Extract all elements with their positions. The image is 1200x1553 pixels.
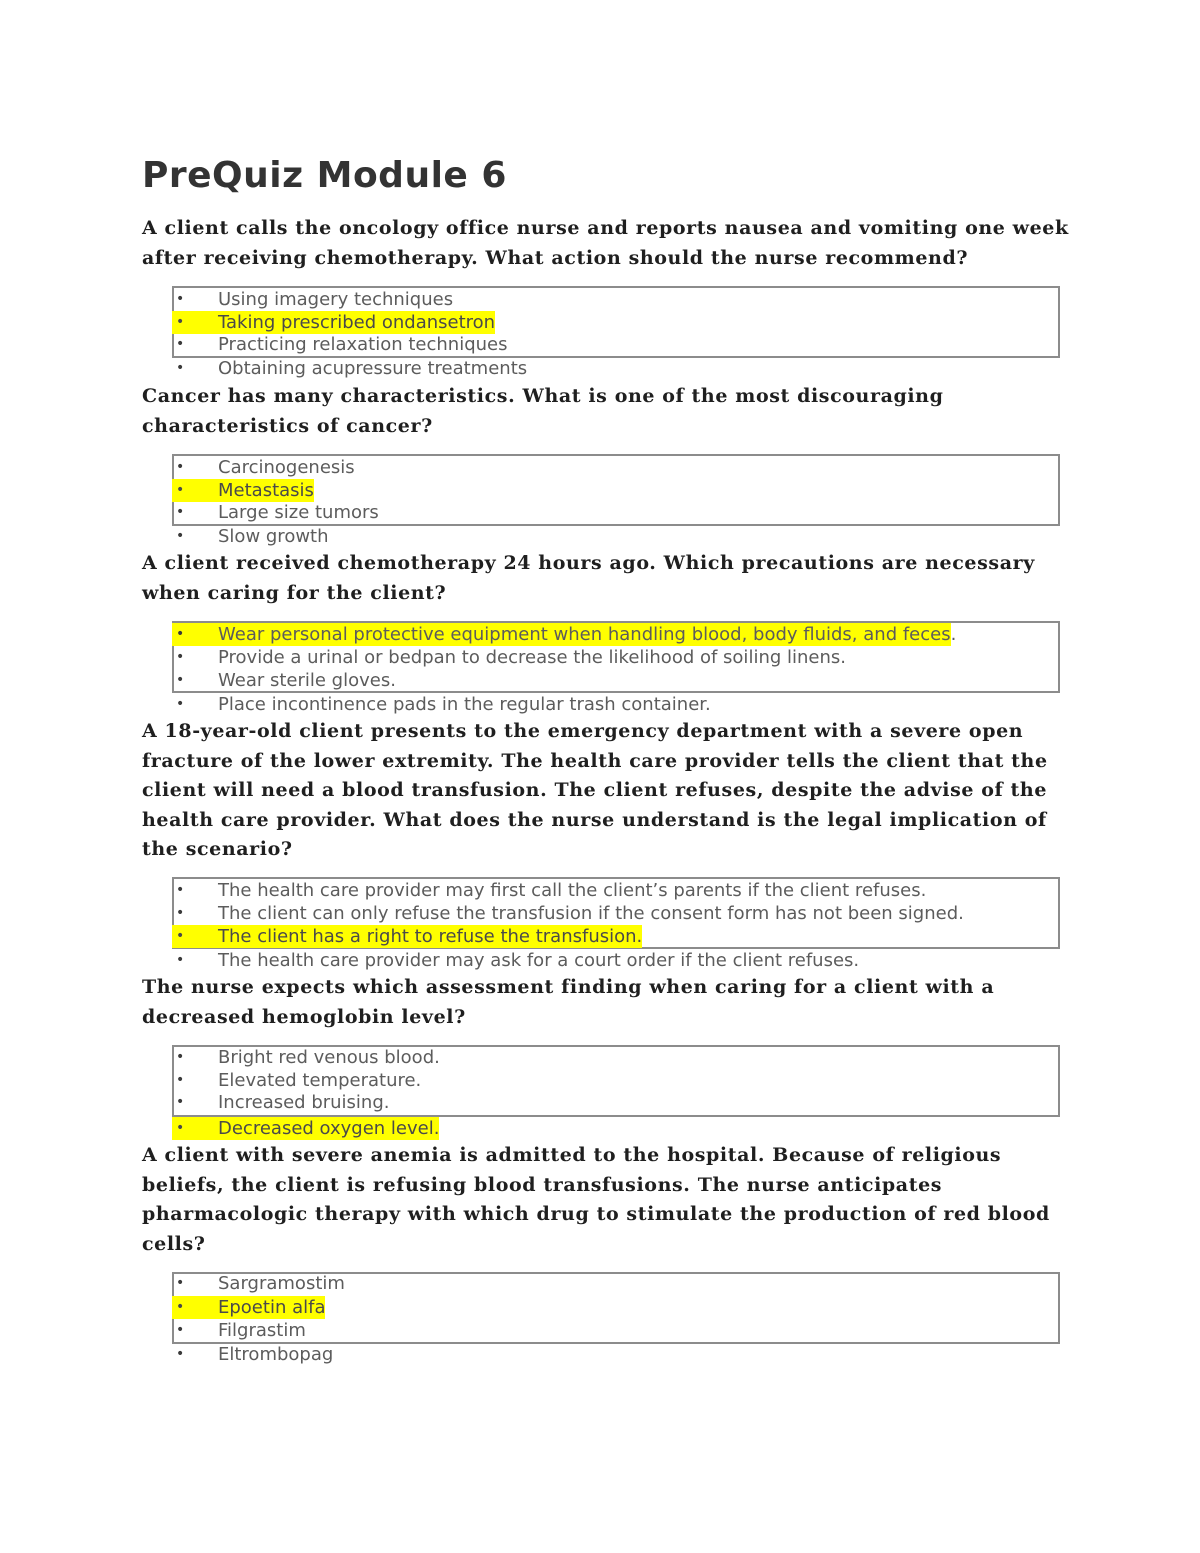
option-3d: [172, 693, 711, 716]
option-text: Elevated temperature.: [218, 1070, 422, 1091]
option-4c-highlighted: [172, 925, 642, 948]
option-text: Provide a urinal or bedpan to decrease the likelihood of soiling linens.: [218, 647, 846, 668]
option-text: Metastasis: [218, 480, 314, 501]
question-2: Cancer has many characteristics. What is one of the most discouraging characteristics of cancer?: [142, 385, 944, 437]
option-text: Increased bruising.: [218, 1092, 390, 1113]
option-1b-highlighted: [172, 311, 495, 334]
option-text: Practicing relaxation techniques: [218, 334, 508, 355]
option-text: Eltrombopag: [218, 1344, 334, 1365]
option-2c: [172, 501, 379, 524]
bullet-icon: •: [176, 696, 185, 712]
bullet-icon: •: [176, 291, 185, 307]
option-6d: [172, 1343, 333, 1366]
bullet-icon: •: [176, 1072, 185, 1088]
option-3b: [172, 646, 846, 669]
option-text: Obtaining acupressure treatments: [218, 358, 528, 379]
option-text: Taking prescribed ondansetron: [218, 312, 496, 333]
bullet-icon: •: [172, 1296, 218, 1319]
bullet-icon: •: [176, 882, 185, 898]
option-5c: [172, 1091, 390, 1114]
bullet-icon: •: [172, 311, 218, 334]
option-text: Carcinogenesis: [218, 457, 355, 478]
option-text: Slow growth: [218, 526, 329, 547]
document-title: PreQuiz Module 6: [142, 155, 507, 196]
bullet-icon: •: [176, 360, 185, 376]
option-6b-highlighted: [172, 1296, 325, 1319]
option-2b-highlighted: [172, 479, 314, 502]
bullet-icon: •: [176, 1049, 185, 1065]
bullet-icon: •: [172, 623, 218, 646]
question-6: A client with severe anemia is admitted to the hospital. Because of religious beliefs, the client is refusing blood transfusions. The nurse anticipates pharmacologic therapy with which drug to stimulate the production of red blood cells?: [142, 1144, 1050, 1255]
bullet-icon: •: [176, 905, 185, 921]
bullet-icon: •: [172, 479, 218, 502]
option-text: Sargramostim: [218, 1273, 345, 1294]
option-6a: [172, 1272, 345, 1295]
option-6c: [172, 1319, 306, 1342]
bullet-icon: •: [176, 952, 185, 968]
option-text: Using imagery techniques: [218, 289, 454, 310]
option-3a-highlighted: [172, 623, 956, 646]
question-5: The nurse expects which assessment finding when caring for a client with a decreased hemoglobin level?: [142, 976, 995, 1028]
bullet-icon: •: [176, 528, 185, 544]
question-3: A client received chemotherapy 24 hours ago. Which precautions are necessary when caring for the client?: [142, 552, 1035, 604]
bullet-icon: •: [176, 336, 185, 352]
bullet-icon: •: [176, 649, 185, 665]
option-1a: [172, 288, 453, 311]
option-4d: [172, 949, 859, 972]
option-1d: [172, 357, 527, 380]
option-4b: [172, 902, 964, 925]
option-2a: [172, 456, 355, 479]
option-text: Wear personal protective equipment when handling blood, body fluids, and feces: [218, 624, 951, 645]
bullet-icon: •: [176, 504, 185, 520]
option-text: Epoetin alfa: [218, 1297, 326, 1318]
option-text: The client has a right to refuse the transfusion.: [218, 926, 643, 947]
question-1: A client calls the oncology office nurse and reports nausea and vomiting one week after receiving chemotherapy. What action should the nurse recommend?: [142, 217, 1069, 269]
option-text: Bright red venous blood.: [218, 1047, 440, 1068]
option-text: Place incontinence pads in the regular trash container.: [218, 694, 711, 715]
option-2d: [172, 525, 329, 548]
option-5b: [172, 1069, 421, 1092]
option-5d-highlighted: [172, 1117, 439, 1140]
bullet-icon: •: [172, 925, 218, 948]
bullet-icon: •: [176, 1275, 185, 1291]
option-text: The health care provider may first call the client’s parents if the client refuses.: [218, 880, 927, 901]
bullet-icon: •: [176, 1094, 185, 1110]
option-text: Wear sterile gloves.: [218, 670, 396, 691]
option-text: The health care provider may ask for a court order if the client refuses.: [218, 950, 860, 971]
bullet-icon: •: [176, 459, 185, 475]
option-3c: [172, 669, 396, 692]
option-text: Large size tumors: [218, 502, 379, 523]
option-tail-period: .: [950, 624, 957, 645]
bullet-icon: •: [176, 1322, 185, 1338]
option-text: Filgrastim: [218, 1320, 306, 1341]
option-text: Decreased oxygen level.: [218, 1118, 440, 1139]
question-4: A 18-year-old client presents to the emergency department with a severe open fracture of the lower extremity. The health care provider tells the client that the client will need a blood transfusion. The client refuses, despite the advise of the health care provider. What does the nurse understand is the legal implication of the scenario?: [142, 720, 1048, 860]
option-1c: [172, 333, 508, 356]
option-5a: [172, 1046, 440, 1069]
option-text: The client can only refuse the transfusion if the consent form has not been signed.: [218, 903, 964, 924]
bullet-icon: •: [176, 672, 185, 688]
option-4a: [172, 879, 926, 902]
bullet-icon: •: [172, 1117, 218, 1140]
bullet-icon: •: [176, 1346, 185, 1362]
